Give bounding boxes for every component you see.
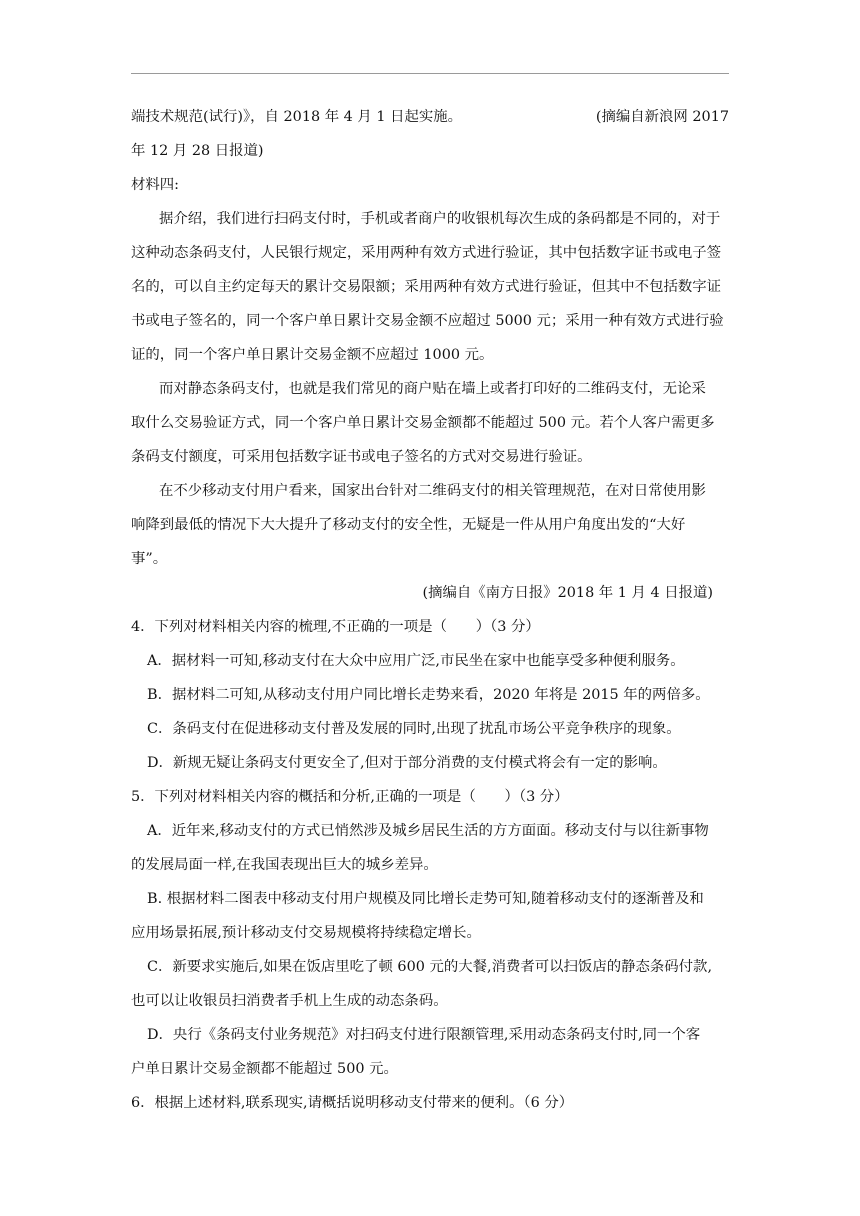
paragraph-line: 而对静态条码支付，也就是我们常见的商户贴在墙上或者打印好的二维码支付，无论采 (159, 381, 706, 397)
paragraph-line: 取什么交易验证方式，同一个客户单日累计交易金额都不能超过 500 元。若个人客户需更多 (131, 415, 715, 431)
material-heading: 材料四: (131, 177, 180, 193)
option-a-cont: 的发展局面一样,在我国表现出巨大的城乡差异。 (131, 857, 438, 873)
question-5: 5．下列对材料相关内容的概括和分析,正确的一项是（ ）（3 分） (131, 789, 569, 805)
option-d: D．央行《条码支付业务规范》对扫码支付进行限额管理,采用动态条码支付时,同一个客 (147, 1027, 701, 1043)
option-d-cont: 户单日累计交易金额都不能超过 500 元。 (131, 1061, 398, 1077)
question-4: 4．下列对材料相关内容的梳理,不正确的一项是（ ）（3 分） (131, 619, 540, 635)
paragraph-line: 名的，可以自主约定每天的累计交易限额；采用两种有效方式进行验证，但其中不包括数字证 (131, 279, 722, 295)
option-d: D．新规无疑让条码支付更安全了,但对于部分消费的支付模式将会有一定的影响。 (147, 755, 667, 771)
option-c: C．新要求实施后,如果在饭店里吃了顿 600 元的大餐,消费者可以扫饭店的静态条码付款, (147, 959, 713, 975)
text-line: 端技术规范(试行)》，自 2018 年 4 月 1 日起实施。 (131, 109, 463, 125)
source-note: 年 12 月 28 日报道) (131, 143, 264, 159)
paragraph-line: 据介绍，我们进行扫码支付时，手机或者商户的收银机每次生成的条码都是不同的，对于 (159, 211, 721, 227)
option-c: C．条码支付在促进移动支付普及发展的同时,出现了扰乱市场公平竞争秩序的现象。 (147, 721, 681, 737)
paragraph-line: 证的，同一个客户单日累计交易金额不应超过 1000 元。 (131, 347, 494, 363)
paragraph-line: 事”。 (131, 551, 168, 567)
option-b-cont: 应用场景拓展,预计移动支付交易规模将持续稳定增长。 (131, 925, 481, 941)
source-note: (摘编自新浪网 2017 (595, 109, 729, 125)
text-line (131, 100, 729, 134)
paragraph-line: 条码支付额度，可采用包括数字证书或电子签名的方式对交易进行验证。 (131, 449, 592, 465)
paragraph-line: 在不少移动支付用户看来，国家出台针对二维码支付的相关管理规范，在对日常使用影 (159, 483, 706, 499)
option-c-cont: 也可以让收银员扫消费者手机上生成的动态条码。 (131, 993, 448, 1009)
question-6: 6．根据上述材料,联系现实,请概括说明移动支付带来的便利。（6 分） (131, 1095, 574, 1111)
header-rule (131, 73, 729, 74)
paragraph-line: 这种动态条码支付，人民银行规定，采用两种有效方式进行验证，其中包括数字证书或电子签 (131, 245, 722, 261)
document-body (131, 100, 729, 1120)
paragraph-line: 书或电子签名的，同一个客户单日累计交易金额不应超过 5000 元；采用一种有效方式进行验 (131, 313, 724, 329)
option-b: B. 根据材料二图表中移动支付用户规模及同比增长走势可知,随着移动支付的逐渐普及和 (147, 891, 704, 907)
option-b: B．据材料二可知,从移动支付用户同比增长走势来看，2020 年将是 2015 年的两倍多。 (147, 687, 710, 703)
paragraph-line: 响降到最低的情况下大大提升了移动支付的安全性，无疑是一件从用户角度出发的“大好 (131, 517, 686, 533)
option-a: A．近年来,移动支付的方式已悄然涉及城乡居民生活的方方面面。移动支付与以往新事物 (147, 823, 709, 839)
option-a: A．据材料一可知,移动支付在大众中应用广泛,市民坐在家中也能享受多种便利服务。 (147, 653, 685, 669)
source-note: (摘编自《南方日报》2018 年 1 月 4 日报道) (422, 585, 713, 601)
